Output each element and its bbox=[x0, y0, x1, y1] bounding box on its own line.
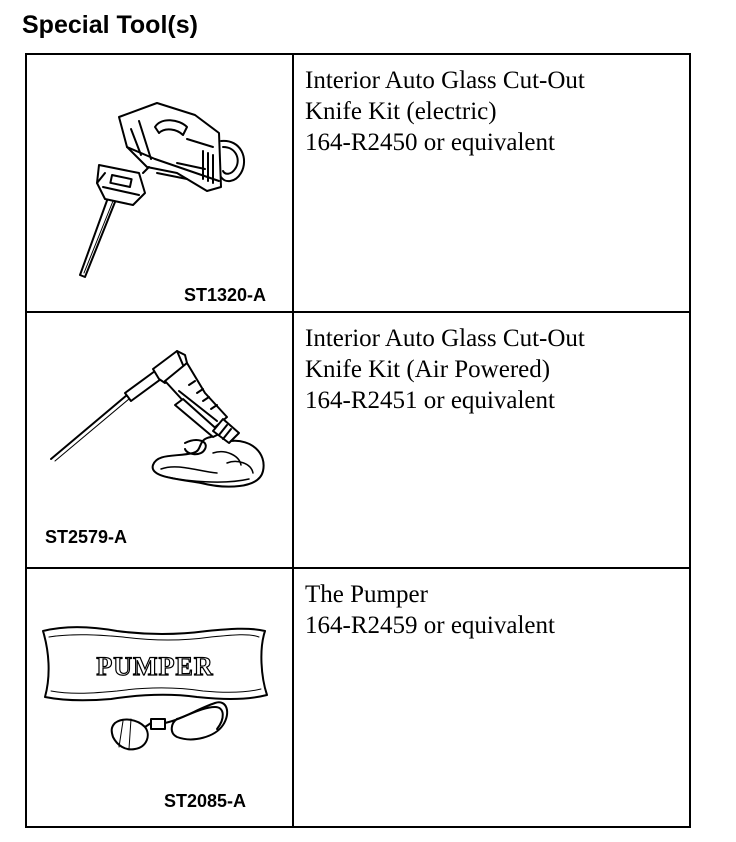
tool-description-cell bbox=[293, 568, 690, 827]
tool-name-line: Knife Kit (electric) bbox=[305, 98, 497, 125]
tool-illustration-cell bbox=[26, 312, 293, 568]
tool-name-line: The Pumper bbox=[305, 581, 428, 608]
tool-illustration-cell bbox=[26, 54, 293, 312]
table-row bbox=[26, 568, 690, 827]
tool-code-label: ST2085-A bbox=[164, 791, 247, 811]
page-title: Special Tool(s) bbox=[22, 11, 198, 39]
tool-name-line: Interior Auto Glass Cut-Out bbox=[305, 67, 585, 94]
table-row bbox=[26, 312, 690, 568]
tool-description bbox=[294, 55, 689, 158]
tool-name-line: Interior Auto Glass Cut-Out bbox=[305, 325, 585, 352]
tool-description bbox=[294, 313, 689, 416]
tool-part-number: 164-R2459 or equivalent bbox=[305, 612, 555, 639]
table-row bbox=[26, 54, 690, 312]
electric-knife-icon bbox=[27, 55, 294, 311]
tool-part-number: 164-R2451 or equivalent bbox=[305, 387, 555, 414]
tool-name-line: Knife Kit (Air Powered) bbox=[305, 356, 551, 383]
tool-description-cell bbox=[293, 312, 690, 568]
tool-illustration-cell bbox=[26, 568, 293, 827]
pumper-logo-text: PUMPER bbox=[96, 652, 214, 681]
tool-description bbox=[294, 569, 689, 641]
special-tools-table bbox=[25, 53, 691, 828]
pumper-icon bbox=[27, 569, 294, 826]
tool-code-label: ST2579-A bbox=[45, 527, 128, 547]
tool-code-label: ST1320-A bbox=[184, 285, 267, 305]
tool-description-cell bbox=[293, 54, 690, 312]
tool-part-number: 164-R2450 or equivalent bbox=[305, 129, 555, 156]
